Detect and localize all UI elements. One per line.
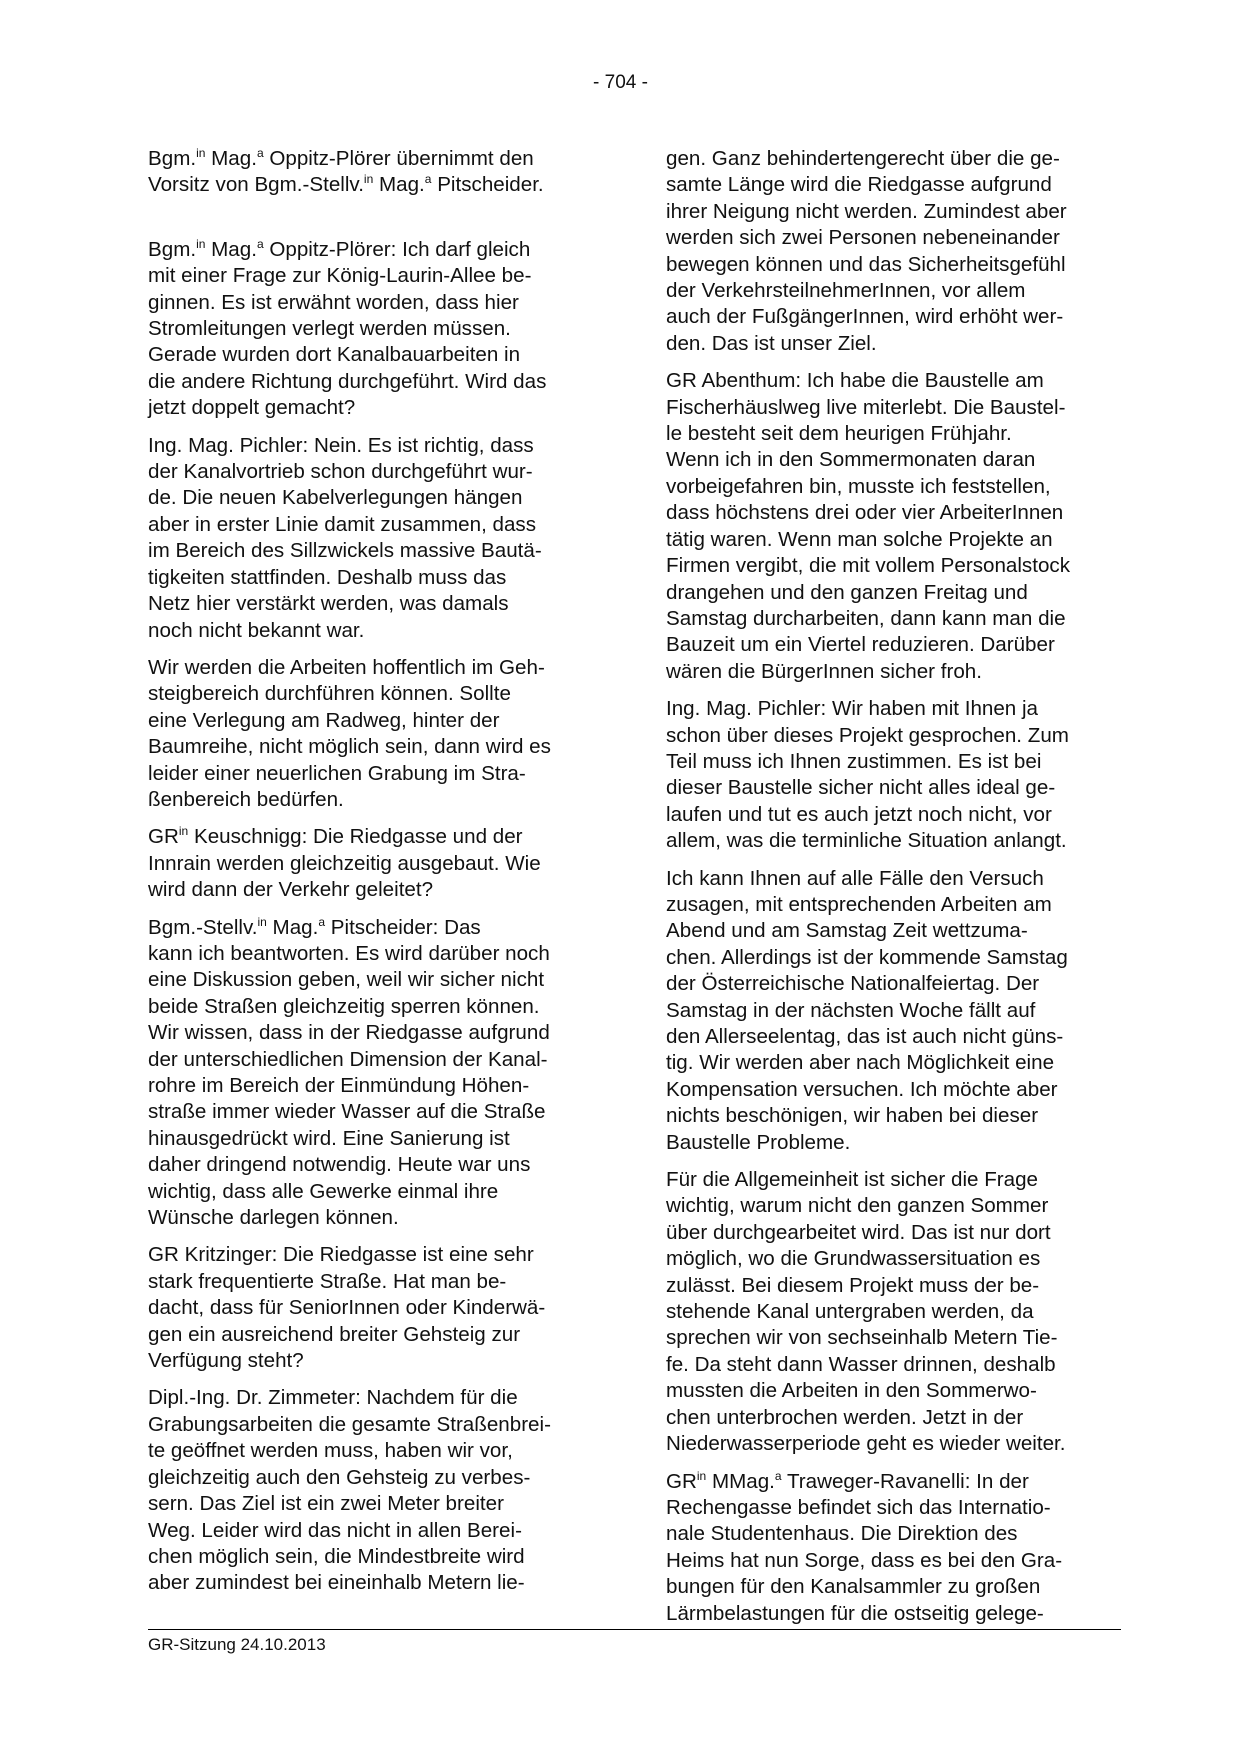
left-paragraph: [148, 655, 603, 813]
text-line: bewegen können und das Sicherheitsgefühl: [666, 252, 1066, 276]
text-line: dieser Baustelle sicher nicht alles ideal ge-: [666, 776, 1056, 800]
left-paragraph: [148, 237, 603, 422]
text-line: über durchgearbeitet wird. Das ist nur dort: [666, 1220, 1051, 1244]
text-line: Gerade wurden dort Kanalbauarbeiten in: [148, 343, 521, 367]
text-line: zulässt. Bei diesem Projekt muss der be-: [666, 1273, 1040, 1297]
text-line: der Österreichische Nationalfeiertag. Der: [666, 972, 1040, 996]
text-line: sern. Das Ziel ist ein zwei Meter breiter: [148, 1492, 504, 1516]
text-line: chen möglich sein, die Mindestbreite wird: [148, 1544, 525, 1568]
text-line: Vorsitz von Bgm.-Stellv.$^{in}$ Mag.$^a$ Pitscheider.: [148, 172, 544, 197]
text-line: mit einer Frage zur König-Laurin-Allee be-: [148, 264, 532, 288]
left-paragraph: [148, 146, 603, 199]
text-line: tig. Wir werden aber nach Möglichkeit eine: [666, 1051, 1055, 1075]
footer-text: GR-Sitzung 24.10.2013: [148, 1635, 326, 1654]
text-line: bungen für den Kanalsammler zu großen: [666, 1575, 1041, 1599]
text-line: Heims hat nun Sorge, dass es bei den Gra-: [666, 1548, 1063, 1572]
text-line: wichtig, dass alle Gewerke einmal ihre: [148, 1179, 499, 1203]
text-line: den Allerseelentag, das ist auch nicht güns-: [666, 1025, 1064, 1048]
text-line: sprechen wir von sechseinhalb Metern Tie-: [666, 1326, 1058, 1350]
text-line: gen. Ganz behindertengerecht über die ge-: [666, 147, 1060, 170]
text-line: $GR^{in}$ Keuschnigg: Die Riedgasse und der: [148, 824, 523, 849]
text-line: chen unterbrochen werden. Jetzt in der: [666, 1405, 1024, 1429]
text-line: samte Länge wird die Riedgasse aufgrund: [666, 173, 1052, 197]
left-column: [148, 146, 603, 1608]
text-line: im Bereich des Sillzwickels massive Bautä-: [148, 539, 542, 563]
text-line: Verfügung steht?: [148, 1349, 304, 1373]
text-line: Bgm.-Stellv.$^{in}$ Mag.$^a$ Pitscheider: Das: [148, 914, 481, 939]
text-line: Firmen vergibt, die mit vollem Personalstock: [666, 554, 1071, 578]
text-line: Dipl.-Ing. Dr. Zimmeter: Nachdem für die: [148, 1386, 518, 1410]
text-line: ßenbereich bedürfen.: [148, 787, 344, 811]
right-paragraph: [666, 696, 1121, 854]
text-line: noch nicht bekannt war.: [148, 618, 365, 642]
text-line: Rechengasse befindet sich das Internatio-: [666, 1495, 1051, 1519]
text-line: nichts beschönigen, wir haben bei dieser: [666, 1104, 1039, 1128]
text-line: Niederwasserperiode geht es wieder weiter.: [666, 1432, 1066, 1456]
text-line: Fischerhäuslweg live miterlebt. Die Baustel-: [666, 395, 1066, 419]
text-line: die andere Richtung durchgeführt. Wird das: [148, 369, 547, 393]
text-line: Wir werden die Arbeiten hoffentlich im Geh-: [148, 655, 545, 679]
text-line: mussten die Arbeiten in den Sommerwo-: [666, 1379, 1037, 1403]
text-line: te geöffnet werden muss, haben wir vor,: [148, 1439, 513, 1463]
text-line: le besteht seit dem heurigen Frühjahr.: [666, 422, 1012, 446]
right-paragraph: [666, 1167, 1121, 1457]
text-line: gen ein ausreichend breiter Gehsteig zur: [148, 1322, 521, 1346]
left-paragraph: [148, 824, 603, 903]
text-line: dacht, dass für SeniorInnen oder Kinderwä-: [148, 1296, 546, 1320]
text-line: der Kanalvortrieb schon durchgeführt wur-: [148, 460, 533, 484]
text-line: Samstag durcharbeiten, dann kann man die: [666, 606, 1066, 630]
text-line: de. Die neuen Kabelverlegungen hängen: [148, 486, 523, 510]
text-line: kann ich beantworten. Es wird darüber noch: [148, 941, 550, 965]
text-line: stark frequentierte Straße. Hat man be-: [148, 1269, 507, 1293]
text-line: jetzt doppelt gemacht?: [148, 396, 356, 420]
text-line: wird dann der Verkehr geleitet?: [148, 878, 434, 902]
right-paragraph: [666, 1469, 1121, 1627]
text-line: Netz hier verstärkt werden, was damals: [148, 592, 509, 616]
text-line: aber in erster Linie damit zusammen, dass: [148, 512, 537, 536]
text-line: der VerkehrsteilnehmerInnen, vor allem: [666, 279, 1026, 303]
text-line: ginnen. Es ist erwähnt worden, dass hier: [148, 290, 519, 314]
text-line: Ing. Mag. Pichler: Nein. Es ist richtig, dass: [148, 433, 534, 457]
footer-divider: [148, 1629, 1121, 1630]
text-line: fe. Da steht dann Wasser drinnen, deshalb: [666, 1352, 1056, 1376]
text-line: zusagen, mit entsprechenden Arbeiten am: [666, 892, 1052, 916]
text-line: möglich, wo die Grundwassersituation es: [666, 1247, 1041, 1271]
left-paragraph: [148, 1242, 603, 1374]
text-line: chen. Allerdings ist der kommende Samstag: [666, 945, 1068, 969]
text-line: Weg. Leider wird das nicht in allen Berei-: [148, 1518, 522, 1542]
text-line: der unterschiedlichen Dimension der Kanal-: [148, 1047, 548, 1071]
text-line: wichtig, warum nicht den ganzen Sommer: [666, 1194, 1049, 1218]
text-line: Wenn ich in den Sommermonaten daran: [666, 448, 1036, 472]
text-line: rohre im Bereich der Einmündung Höhen-: [148, 1074, 530, 1097]
text-line: nale Studentenhaus. Die Direktion des: [666, 1522, 1018, 1546]
page-number: - 704 -: [593, 72, 648, 93]
text-line: allem, was die terminliche Situation anlangt.: [666, 829, 1067, 853]
text-line: eine Verlegung am Radweg, hinter der: [148, 708, 500, 732]
text-line: daher dringend notwendig. Heute war uns: [148, 1153, 531, 1177]
right-paragraph: [666, 368, 1121, 685]
text-line: gleichzeitig auch den Gehsteig zu verbes-: [148, 1465, 531, 1489]
text-line: drangehen und den ganzen Freitag und: [666, 580, 1028, 604]
text-line: aber zumindest bei eineinhalb Metern lie-: [148, 1571, 525, 1595]
text-line: Bgm.$^{in}$ Mag.$^a$ Oppitz-Plörer: Ich darf gleich: [148, 236, 531, 261]
text-line: Abend und am Samstag Zeit wettzuma-: [666, 919, 1028, 943]
text-line: Wünsche darlegen können.: [148, 1206, 399, 1230]
text-line: beide Straßen gleichzeitig sperren können.: [148, 994, 540, 1018]
left-paragraph: [148, 433, 603, 644]
right-column: [666, 146, 1121, 1638]
text-line: dass höchstens drei oder vier ArbeiterInnen: [666, 501, 1064, 525]
text-line: Stromleitungen verlegt werden müssen.: [148, 317, 511, 341]
text-line: Samstag in der nächsten Woche fällt auf: [666, 998, 1036, 1022]
right-paragraph: [666, 866, 1121, 1156]
text-line: GR Abenthum: Ich habe die Baustelle am: [666, 369, 1044, 393]
left-paragraph: [148, 915, 603, 1232]
text-line: Baumreihe, nicht möglich sein, dann wird es: [148, 735, 551, 759]
text-line: den. Das ist unser Ziel.: [666, 331, 877, 355]
text-line: Ich kann Ihnen auf alle Fälle den Versuch: [666, 866, 1044, 890]
text-line: schon über dieses Projekt gesprochen. Zum: [666, 723, 1069, 747]
text-line: ihrer Neigung nicht werden. Zumindest aber: [666, 199, 1067, 223]
text-line: Für die Allgemeinheit ist sicher die Frage: [666, 1168, 1039, 1192]
text-line: tätig waren. Wenn man solche Projekte an: [666, 527, 1053, 551]
text-line: eine Diskussion geben, weil wir sicher nicht: [148, 968, 545, 992]
left-paragraph: [148, 1385, 603, 1596]
text-line: Wir wissen, dass in der Riedgasse aufgrund: [148, 1021, 550, 1045]
text-line: $GR^{in}$ MMag.$^a$ Traweger-Ravanelli: In der: [666, 1468, 1029, 1493]
text-line: steigbereich durchführen können. Sollte: [148, 682, 511, 706]
text-line: Innrain werden gleichzeitig ausgebaut. Wie: [148, 851, 541, 875]
text-line: stehende Kanal untergraben werden, da: [666, 1300, 1034, 1324]
text-line: vorbeigefahren bin, musste ich feststellen,: [666, 474, 1051, 498]
text-line: Bgm.$^{in}$ Mag.$^a$ Oppitz-Plörer übernimmt den: [148, 146, 534, 170]
text-line: Ing. Mag. Pichler: Wir haben mit Ihnen ja: [666, 697, 1039, 721]
right-paragraph: [666, 146, 1121, 357]
text-line: Kompensation versuchen. Ich möchte aber: [666, 1077, 1058, 1101]
text-line: Bauzeit um ein Viertel reduzieren. Darüber: [666, 633, 1055, 657]
text-line: tigkeiten stattfinden. Deshalb muss das: [148, 565, 507, 589]
text-line: Grabungsarbeiten die gesamte Straßenbrei-: [148, 1412, 551, 1436]
text-line: Lärmbelastungen für die ostseitig gelege-: [666, 1601, 1044, 1625]
text-line: straße immer wieder Wasser auf die Straße: [148, 1100, 546, 1124]
text-line: GR Kritzinger: Die Riedgasse ist eine sehr: [148, 1243, 534, 1267]
text-line: auch der FußgängerInnen, wird erhöht wer-: [666, 305, 1064, 329]
text-line: hinausgedrückt wird. Eine Sanierung ist: [148, 1126, 510, 1150]
text-line: leider einer neuerlichen Grabung im Stra-: [148, 761, 526, 785]
text-line: werden sich zwei Personen nebeneinander: [666, 226, 1060, 250]
text-line: wären die BürgerInnen sicher froh.: [666, 659, 982, 683]
text-line: Teil muss ich Ihnen zustimmen. Es ist bei: [666, 749, 1042, 773]
text-line: laufen und tut es auch jetzt noch nicht, vor: [666, 802, 1052, 826]
text-line: Baustelle Probleme.: [666, 1130, 851, 1154]
